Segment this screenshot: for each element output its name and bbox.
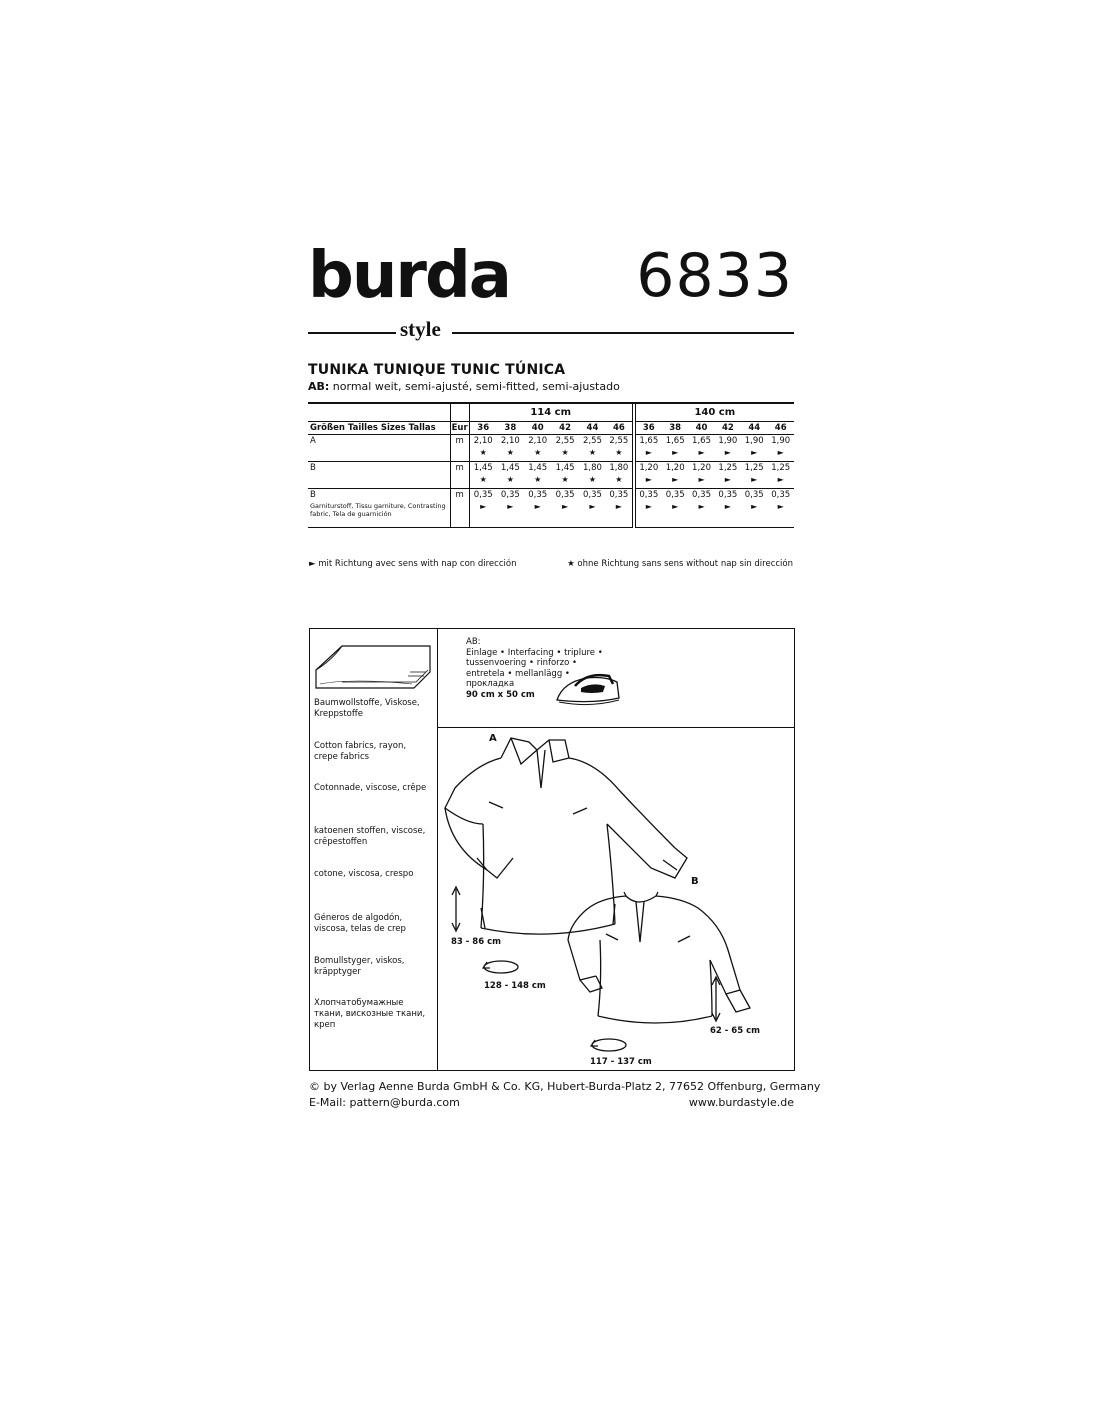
- legend-nap-text: mit Richtung avec sens with nap con dirección: [318, 559, 517, 569]
- yardage-cell: [579, 462, 606, 489]
- view-label: [308, 489, 450, 528]
- yardage-value: 1,45: [528, 463, 548, 473]
- nap-arrow-icon: ►: [698, 475, 705, 484]
- a-width-measure: 128 - 148 cm: [484, 981, 546, 991]
- yardage-cell: [524, 435, 551, 462]
- nap-arrow-icon: ►: [645, 502, 652, 511]
- fabric-es: Géneros de algodón, viscosa, telas de crep: [314, 913, 406, 934]
- nap-arrow-icon: ►: [724, 502, 731, 511]
- yardage-cell: [524, 489, 551, 528]
- view-label: [308, 435, 450, 462]
- burda-logo: [308, 239, 510, 326]
- yardage-value: 0,35: [744, 490, 764, 500]
- star-icon: ★: [534, 448, 542, 457]
- yardage-value: 2,10: [528, 436, 548, 446]
- interfacing-line-2: tussenvoering • rinforzo •: [466, 658, 578, 668]
- email-link[interactable]: E-Mail: pattern@burda.com: [309, 1096, 460, 1109]
- yardage-value: 0,35: [582, 490, 602, 500]
- table-row: [308, 462, 794, 489]
- yardage-value: 1,80: [582, 463, 602, 473]
- yardage-value: 1,45: [500, 463, 520, 473]
- pattern-subtitle: [308, 380, 620, 393]
- yardage-cell: [767, 489, 794, 528]
- nap-arrow-icon: ►: [672, 448, 679, 457]
- table-corner: [308, 404, 450, 422]
- yardage-value: 0,35: [473, 490, 493, 500]
- size-header: 38: [497, 422, 524, 435]
- nap-arrow-icon: ►: [645, 475, 652, 484]
- yardage-value: 1,80: [609, 463, 629, 473]
- b-width-measure: 117 - 137 cm: [590, 1057, 652, 1067]
- size-header: 38: [662, 422, 688, 435]
- nap-arrow-icon: ►: [672, 502, 679, 511]
- website-link[interactable]: www.burdastyle.de: [688, 1096, 794, 1109]
- unit-text: m: [455, 490, 464, 500]
- yardage-value: 0,35: [500, 490, 520, 500]
- yardage-cell: [606, 435, 633, 462]
- a-length-arrow: [450, 885, 462, 933]
- yardage-cell: [497, 489, 524, 528]
- header-rule-right: [452, 332, 794, 334]
- nap-arrow-icon: ►: [480, 502, 487, 511]
- interfacing-line-5: 90 cm x 50 cm: [466, 689, 535, 700]
- size-header: 40: [688, 422, 714, 435]
- iron-icon: [553, 668, 623, 708]
- view-letter: B: [310, 463, 316, 473]
- yardage-cell: [767, 435, 794, 462]
- yardage-value: 1,90: [718, 436, 738, 446]
- nap-arrow-icon: ►: [534, 502, 541, 511]
- yardage-cell: [579, 489, 606, 528]
- yardage-cell: [606, 489, 633, 528]
- table-row: [308, 489, 794, 528]
- interfacing-line-4: прокладка: [466, 679, 515, 689]
- yardage-value: 0,35: [555, 490, 575, 500]
- nap-arrow-icon: ►: [615, 502, 622, 511]
- yardage-value: 2,10: [500, 436, 520, 446]
- star-icon: ★: [506, 475, 514, 484]
- width-114-header: 114 cm: [469, 404, 633, 422]
- yardage-cell: [634, 435, 662, 462]
- star-icon: ★: [615, 448, 623, 457]
- view-label: [308, 462, 450, 489]
- unit-text: m: [455, 436, 464, 446]
- size-header: 36: [469, 422, 496, 435]
- yardage-value: 0,35: [771, 490, 791, 500]
- unit-cell: [450, 435, 469, 462]
- unit-cell: [450, 489, 469, 528]
- yardage-value: 1,65: [639, 436, 659, 446]
- nap-arrow-icon: ►: [751, 448, 758, 457]
- yardage-cell: [551, 462, 578, 489]
- yardage-value: 0,35: [639, 490, 659, 500]
- yardage-cell: [469, 489, 496, 528]
- copyright-text: © by Verlag Aenne Burda GmbH & Co. KG, Hubert-Burda-Platz 2, 77652 Offenburg, Germany: [309, 1080, 821, 1093]
- star-icon: ★: [479, 475, 487, 484]
- table-row: [308, 435, 794, 462]
- yardage-cell: [524, 462, 551, 489]
- yardage-cell: [715, 462, 741, 489]
- yardage-cell: [634, 462, 662, 489]
- yardage-cell: [715, 435, 741, 462]
- yardage-cell: [497, 435, 524, 462]
- nap-arrow-icon: ►: [724, 448, 731, 457]
- view-letter: A: [310, 436, 316, 446]
- pattern-number: [636, 241, 795, 326]
- yardage-value: 1,65: [665, 436, 685, 446]
- yardage-cell: [497, 462, 524, 489]
- yardage-value: 1,20: [665, 463, 685, 473]
- yardage-value: 0,35: [665, 490, 685, 500]
- yardage-cell: [579, 435, 606, 462]
- size-header: 44: [579, 422, 606, 435]
- yardage-value: 0,35: [718, 490, 738, 500]
- nap-arrow-icon: ►: [777, 448, 784, 457]
- yardage-value: 2,55: [555, 436, 575, 446]
- nap-arrow-icon: ►: [724, 475, 731, 484]
- a-width-ellipse: [481, 958, 521, 976]
- logo-style-text: style: [400, 317, 441, 341]
- yardage-value: 0,35: [609, 490, 629, 500]
- yardage-cell: [688, 435, 714, 462]
- nap-arrow-icon: ►: [309, 559, 316, 569]
- yardage-cell: [688, 462, 714, 489]
- fabric-de: Baumwollstoffe, Viskose, Kreppstoffe: [314, 698, 420, 719]
- yardage-value: 1,25: [744, 463, 764, 473]
- star-icon: ★: [561, 448, 569, 457]
- yardage-value: 2,55: [609, 436, 629, 446]
- header-rule-left: [308, 332, 396, 334]
- star-icon: ★: [567, 559, 575, 569]
- legend-without-nap: [567, 559, 793, 569]
- nap-arrow-icon: ►: [698, 502, 705, 511]
- yardage-value: 1,20: [692, 463, 711, 473]
- view-letter: B: [310, 490, 316, 500]
- yardage-cell: [469, 435, 496, 462]
- yardage-cell: [741, 489, 767, 528]
- star-icon: ★: [561, 475, 569, 484]
- legend-without-nap-text: ohne Richtung sans sens without nap sin dirección: [577, 559, 793, 569]
- nap-arrow-icon: ►: [698, 448, 705, 457]
- yardage-cell: [606, 462, 633, 489]
- yardage-cell: [767, 462, 794, 489]
- yardage-value: 2,55: [582, 436, 602, 446]
- nap-arrow-icon: ►: [562, 502, 569, 511]
- yardage-value: 1,45: [473, 463, 493, 473]
- size-header: 46: [767, 422, 794, 435]
- b-length-measure: 62 - 65 cm: [710, 1026, 760, 1036]
- interfacing-line-1: Einlage • Interfacing • triplure •: [466, 647, 603, 658]
- yardage-cell: [662, 435, 688, 462]
- star-icon: ★: [479, 448, 487, 457]
- subtitle-prefix: AB:: [308, 380, 330, 393]
- yardage-cell: [662, 489, 688, 528]
- star-icon: ★: [588, 448, 597, 457]
- star-icon: ★: [588, 475, 597, 484]
- nap-arrow-icon: ►: [777, 475, 784, 484]
- yardage-value: 1,90: [771, 436, 791, 446]
- yardage-value: 0,35: [528, 490, 548, 500]
- view-b-label: B: [691, 876, 699, 887]
- table-width-row: [308, 404, 794, 422]
- b-length-arrow: [710, 975, 722, 1023]
- yardage-value: 1,45: [555, 463, 575, 473]
- b-width-ellipse: [589, 1036, 629, 1054]
- logo-text: burda: [308, 239, 510, 313]
- fabric-it: cotone, viscosa, crespo: [314, 869, 414, 879]
- fabric-sv: Bomullstyger, viskos, kräpptyger: [314, 956, 405, 977]
- yardage-cell: [741, 462, 767, 489]
- nap-arrow-icon: ►: [751, 475, 758, 484]
- yardage-cell: [551, 435, 578, 462]
- yardage-cell: [715, 489, 741, 528]
- fabric-en: Cotton fabrics, rayon, crepe fabrics: [314, 741, 407, 762]
- yardage-table: [308, 404, 794, 528]
- width-140-header: 140 cm: [634, 404, 794, 422]
- size-header: 42: [551, 422, 578, 435]
- yardage-value: 1,65: [692, 436, 711, 446]
- yardage-value: 2,10: [473, 436, 493, 446]
- view-note: Garniturstoff, Tissu garniture, Contrasting fabric, Tela de guarnición: [310, 502, 446, 518]
- star-icon: ★: [615, 475, 623, 484]
- size-header: 42: [715, 422, 741, 435]
- pattern-number-text: 6833: [636, 241, 793, 311]
- yardage-value: 1,25: [771, 463, 791, 473]
- unit-cell: [450, 462, 469, 489]
- nap-arrow-icon: ►: [777, 502, 784, 511]
- nap-arrow-icon: ►: [672, 475, 679, 484]
- yardage-cell: [688, 489, 714, 528]
- nap-arrow-icon: ►: [751, 502, 758, 511]
- interfacing-label: AB:: [466, 637, 481, 647]
- fabric-fr: Cotonnade, viscose, crêpe: [314, 783, 427, 793]
- fabric-ru: Хлопчатобумажные ткани, вискозные ткани, креп: [314, 998, 426, 1030]
- legend-with-nap: [309, 559, 516, 569]
- a-length-measure: 83 - 86 cm: [451, 937, 501, 947]
- yardage-cell: [634, 489, 662, 528]
- star-icon: ★: [534, 475, 542, 484]
- nap-arrow-icon: ►: [645, 448, 652, 457]
- size-header: 40: [524, 422, 551, 435]
- table-sizes-row: [308, 422, 794, 435]
- yardage-value: 0,35: [692, 490, 711, 500]
- nap-arrow-icon: ►: [589, 502, 596, 511]
- yardage-cell: [469, 462, 496, 489]
- table-unit-header: [450, 404, 469, 422]
- pattern-title: TUNIKA TUNIQUE TUNIC TÚNICA: [308, 362, 566, 378]
- fabric-nl: katoenen stoffen, viscose, crêpestoffen: [314, 826, 426, 847]
- yardage-cell: [551, 489, 578, 528]
- sizes-label: Größen Tailles Sizes Tallas: [308, 422, 450, 435]
- subtitle-text: normal weit, semi-ajusté, semi-fitted, semi-ajustado: [329, 380, 620, 393]
- yardage-value: 1,25: [718, 463, 738, 473]
- interfacing-line-3: entretela • mellanlägg •: [466, 668, 570, 679]
- unit-text: m: [455, 463, 464, 473]
- size-header: 46: [606, 422, 633, 435]
- fabric-bolt-icon: [312, 642, 434, 694]
- yardage-value: 1,90: [744, 436, 764, 446]
- nap-arrow-icon: ►: [507, 502, 514, 511]
- view-a-label: A: [489, 733, 497, 744]
- size-header: 36: [634, 422, 662, 435]
- yardage-cell: [741, 435, 767, 462]
- yardage-cell: [662, 462, 688, 489]
- eur-label: Eur: [451, 423, 468, 433]
- size-header: 44: [741, 422, 767, 435]
- yardage-value: 1,20: [639, 463, 659, 473]
- star-icon: ★: [506, 448, 514, 457]
